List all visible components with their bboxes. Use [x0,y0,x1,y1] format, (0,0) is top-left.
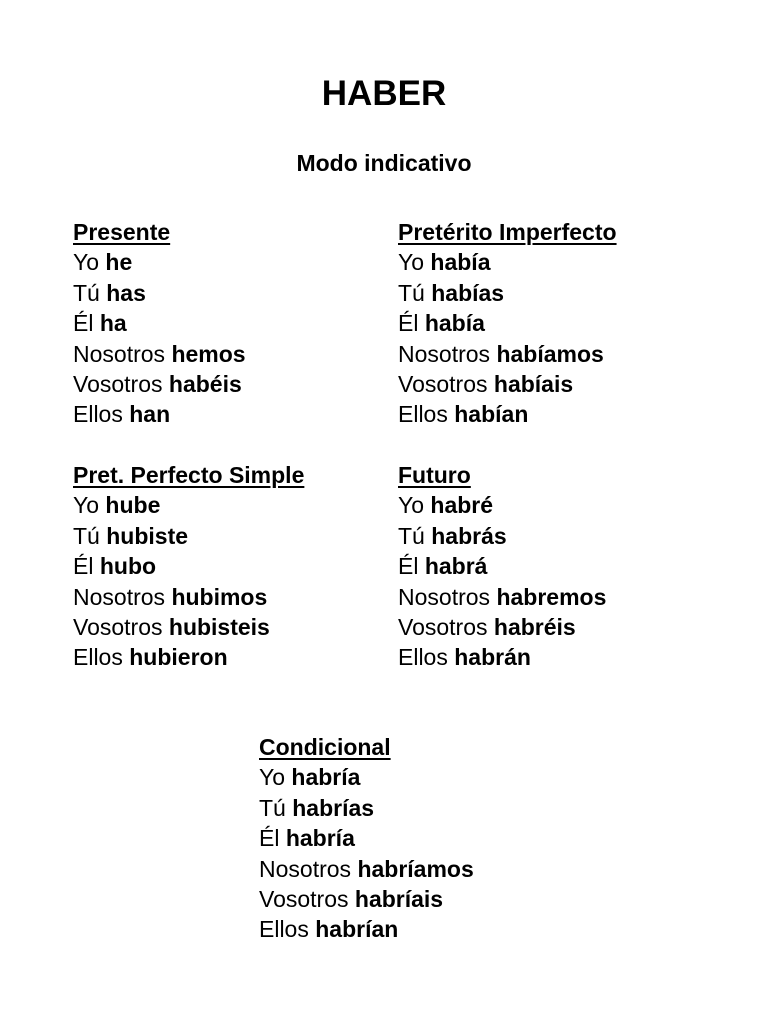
verb-form: habré [430,492,494,519]
verb-form: has [106,279,146,306]
verb-form: habríamos [357,855,474,882]
tense-heading: Futuro [398,462,471,488]
conjugation-row [398,247,617,277]
conjugation-row [73,582,304,612]
pronoun: Vosotros [73,371,163,398]
pronoun: Nosotros [398,340,491,367]
verb-form: habían [454,401,529,428]
pronoun: Nosotros [73,583,166,610]
conjugation-row [259,762,474,792]
verb-form: había [424,310,485,337]
conjugation-row [398,278,617,308]
tense-heading: Condicional [259,734,391,760]
pronoun: Él [73,553,94,580]
conjugation-row [73,612,304,642]
verb-form: hube [105,492,161,519]
verb-form: habría [291,764,361,791]
verb-form: habrá [424,553,488,580]
verb-form: hubiste [106,522,189,549]
tense-block-condicional [259,732,474,945]
pronoun: Nosotros [259,855,352,882]
pronoun: Vosotros [73,614,163,641]
conjugation-row [259,823,474,853]
conjugation-row [259,884,474,914]
page-subtitle: Modo indicativo [296,150,472,176]
pronoun: Ellos [73,401,123,428]
verb-form: hubimos [171,583,268,610]
pronoun: Tú [398,522,425,549]
conjugation-row [398,612,606,642]
verb-form: habíais [493,371,574,398]
pronoun: Nosotros [73,340,166,367]
conjugation-row [259,914,474,944]
tense-heading: Pret. Perfecto Simple [73,462,305,488]
pronoun: Vosotros [398,371,488,398]
conjugation-row [398,490,606,520]
conjugation-row [73,278,246,308]
page-title: HABER [321,74,447,113]
pronoun: Él [259,825,280,852]
pronoun: Yo [259,764,286,791]
tense-block-presente [73,217,246,430]
conjugation-row [398,582,606,612]
pronoun: Tú [73,522,100,549]
verb-form: habéis [168,371,242,398]
verb-form: hemos [171,340,246,367]
verb-form: habrías [292,794,375,821]
tense-block-perfecto-simple [73,460,304,673]
conjugation-row [73,399,246,429]
tense-heading: Presente [73,219,171,245]
conjugation-row [398,308,617,338]
conjugation-row [259,793,474,823]
conjugation-row [73,339,246,369]
verb-form: habría [285,825,355,852]
pronoun: Ellos [398,644,448,671]
verb-form: habréis [493,614,576,641]
tense-block-imperfecto [398,217,617,430]
pronoun: Vosotros [398,614,488,641]
conjugation-row [259,854,474,884]
conjugation-row [73,490,304,520]
verb-form: habrían [315,916,399,943]
pronoun: Tú [73,279,100,306]
verb-form: habrán [454,644,531,671]
verb-form: han [129,401,171,428]
pronoun: Tú [398,279,425,306]
conjugation-row [73,642,304,672]
pronoun: Yo [398,492,425,519]
conjugation-row [73,521,304,551]
verb-form: habríais [354,886,444,913]
tense-block-futuro [398,460,606,673]
tense-heading: Pretérito Imperfecto [398,219,617,245]
verb-form: hubieron [129,644,228,671]
pronoun: Yo [73,249,100,276]
verb-form: hubo [99,553,157,580]
verb-form: habremos [496,583,607,610]
conjugation-row [73,369,246,399]
pronoun: Vosotros [259,886,349,913]
verb-form: habrás [431,522,507,549]
conjugation-row [398,551,606,581]
verb-form: ha [99,310,127,337]
conjugation-row [73,551,304,581]
pronoun: Él [73,310,94,337]
pronoun: Ellos [398,401,448,428]
verb-form: habíamos [496,340,604,367]
verb-form: había [430,249,491,276]
verb-form: he [105,249,133,276]
conjugation-row [73,247,246,277]
pronoun: Él [398,553,419,580]
pronoun: Ellos [259,916,309,943]
conjugation-row [398,642,606,672]
conjugation-row [398,369,617,399]
pronoun: Él [398,310,419,337]
conjugation-row [73,308,246,338]
conjugation-row [398,521,606,551]
pronoun: Tú [259,794,286,821]
pronoun: Yo [73,492,100,519]
pronoun: Ellos [73,644,123,671]
conjugation-row [398,399,617,429]
conjugation-row [398,339,617,369]
pronoun: Nosotros [398,583,491,610]
verb-form: hubisteis [168,614,270,641]
pronoun: Yo [398,249,425,276]
verb-form: habías [431,279,505,306]
